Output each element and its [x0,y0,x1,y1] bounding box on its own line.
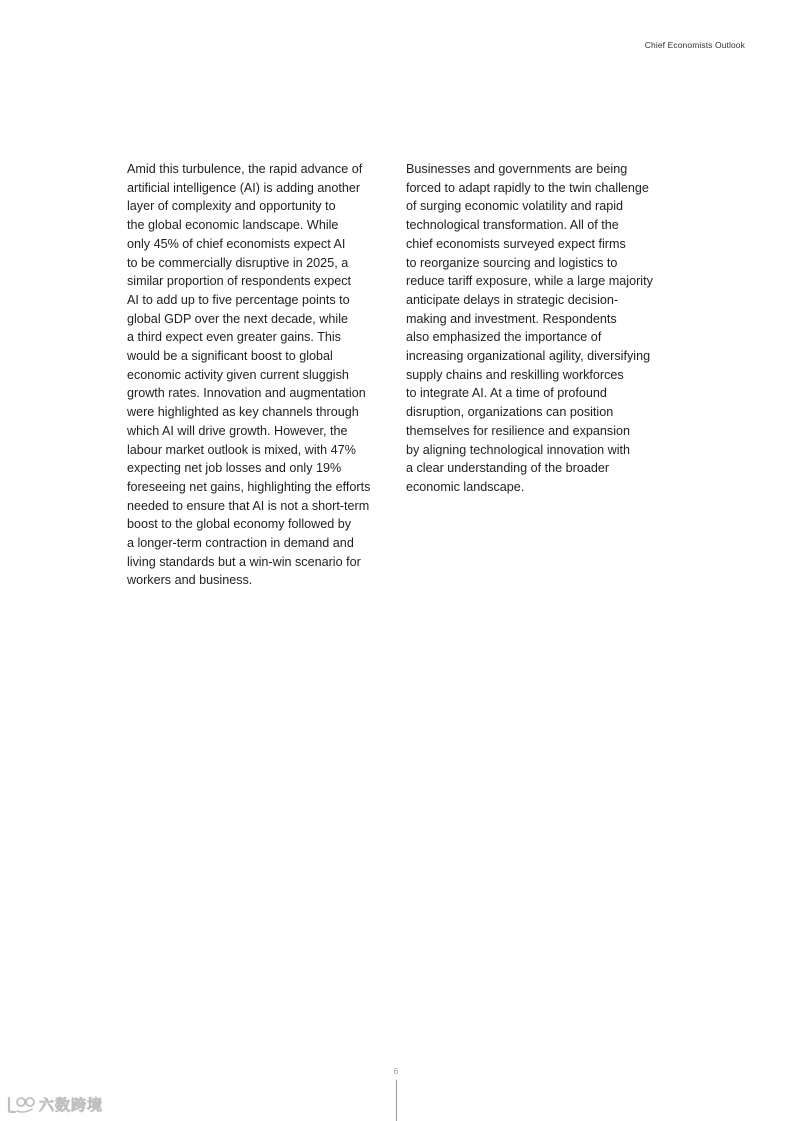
text-line: anticipate delays in strategic decision- [406,292,619,307]
brand-logo-icon [6,1095,36,1115]
text-line: technological transformation. All of the [406,218,619,233]
text-line: artificial intelligence (AI) is adding another [127,180,361,195]
text-line: economic landscape. [406,479,525,494]
body-column-left [127,160,389,590]
text-line: expecting net job losses and only 19% [127,461,342,476]
text-line: themselves for resilience and expansion [406,423,631,438]
text-line: only 45% of chief economists expect AI [127,236,346,251]
text-line: disruption, organizations can position [406,405,614,420]
text-line: by aligning technological innovation with [406,442,631,457]
text-line: a third expect even greater gains. This [127,330,341,345]
text-line: increasing organizational agility, diversifying [406,349,651,364]
body-column-right [406,160,668,497]
text-line: forced to adapt rapidly to the twin challenge [406,180,649,195]
text-line: reduce tariff exposure, while a large majority [406,274,653,289]
text-line: Amid this turbulence, the rapid advance of [127,162,363,176]
text-line: foreseeing net gains, highlighting the efforts [127,479,371,494]
text-line: making and investment. Respondents [406,311,617,326]
text-line: Businesses and governments are being [406,162,628,176]
text-line: of surging economic volatility and rapid [406,199,624,214]
running-header: Chief Economists Outlook [644,40,745,50]
text-line: a clear understanding of the broader [406,461,610,476]
text-line: economic activity given current sluggish [127,367,349,382]
text-line: chief economists surveyed expect firms [406,236,626,251]
text-line: boost to the global economy followed by [127,517,352,532]
text-line: labour market outlook is mixed, with 47% [127,442,356,457]
text-line: workers and business. [127,573,253,588]
watermark-text: 六数跨境 [39,1096,104,1114]
text-line: to reorganize sourcing and logistics to [406,255,618,270]
text-line: the global economic landscape. While [127,218,339,233]
page-number: 6 [393,1066,399,1076]
text-line: a longer-term contraction in demand and [127,536,354,551]
watermark [6,1094,103,1115]
text-line: to be commercially disruptive in 2025, a [127,255,349,270]
text-line: similar proportion of respondents expect [127,274,352,289]
text-line: were highlighted as key channels through [127,405,359,420]
text-line: would be a significant boost to global [127,349,333,364]
text-line: global GDP over the next decade, while [127,311,348,326]
text-line: growth rates. Innovation and augmentation [127,386,366,401]
text-line: AI to add up to five percentage points to [127,292,350,307]
text-line: layer of complexity and opportunity to [127,199,336,214]
text-line: supply chains and reskilling workforces [406,367,624,382]
text-line: also emphasized the importance of [406,330,602,345]
text-line: needed to ensure that AI is not a short-term [127,498,370,513]
text-line: which AI will drive growth. However, the [127,423,348,438]
page-divider [396,1080,397,1121]
text-line: to integrate AI. At a time of profound [406,386,607,401]
text-line: living standards but a win-win scenario for [127,554,361,569]
